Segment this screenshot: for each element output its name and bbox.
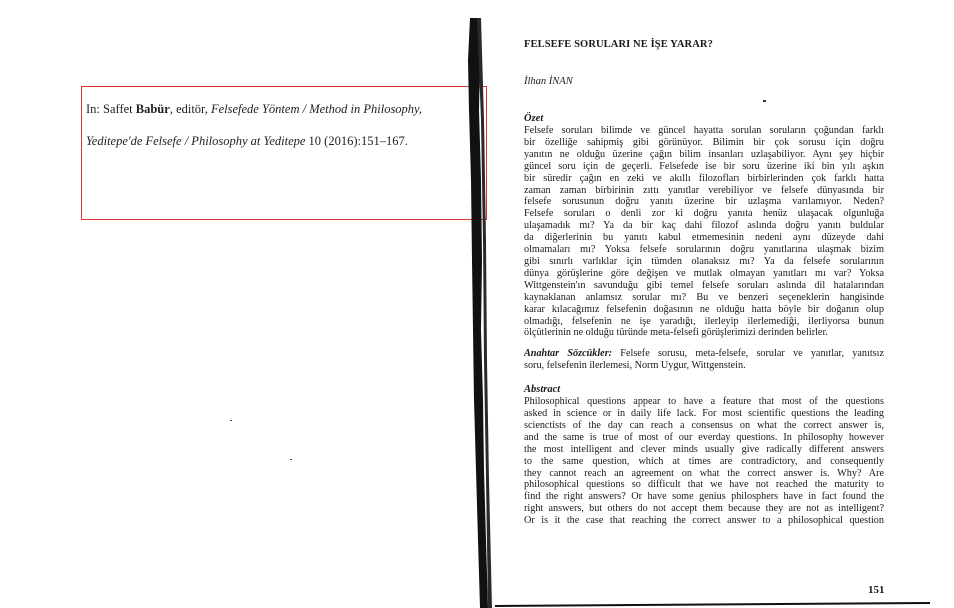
ozet-line: yanıtın ne olduğu üzerine çağın bilim insanları uzlaşabiliyor. Aynı şey hiçbir [524, 148, 884, 160]
ozet-line: dünya görüşlerine göre değişen ve mutlak olmayan yanıtları mı var? Yoksa [524, 267, 884, 279]
abstract-heading: Abstract [524, 384, 561, 396]
citation-prefix: In: Saffet [86, 102, 136, 116]
ozet-line: Felsefe soruları o denli zor ki doğru yanıta henüz ulaşacak olgunluğa [524, 208, 884, 220]
ozet-line: olmamaları mı? Yoksa felsefe sorularının doğru yanıtlarına ulaşmak bizim [524, 244, 884, 256]
ozet-line: karar kılacağımız felsefenin doğasının ne olduğu hatta böyle bir doğanın olup [524, 303, 884, 315]
article-page [524, 38, 884, 527]
ozet-line: felsefe sorusunun doğru yanıtı üzerine bir uzlaşma varılamıyor. Neden? [524, 196, 884, 208]
abstract-line: Or is it the case that reaching the correct answer to a philosophical question [524, 515, 884, 527]
citation-series-title: Yeditepe'de Felsefe / Philosophy at Yeditepe [86, 134, 306, 148]
abstract-line: scienctists of the day can reach a consensus on what the correct answer is, [524, 419, 884, 431]
ozet-heading: Özet [524, 113, 544, 124]
ozet-line: zaman zaman birbirinin zıttı yanıtlar verebiliyor ve felsefe dünyasında bir [524, 184, 884, 196]
ozet-line: Wittgenstein'ın savunduğu gibi temel felsefe soruları aslında dil hatalarından [524, 279, 884, 291]
abstract-line: find the right answers? Or have some genius philosphers have in fact found the [524, 491, 884, 503]
keywords-line-2: soru, felsefenin ilerlemesi, Norm Uygur, Wittgenstein. [524, 360, 746, 372]
scan-speck [290, 459, 292, 460]
abstract-line: to the same question, which at times are contradictory, and consequently [524, 455, 884, 467]
keywords-block [524, 348, 884, 372]
citation-editor-role: , editör, [169, 102, 211, 116]
abstract-line: asked in science or in daily life lack. For most scientific questions the leading [524, 408, 884, 420]
abstract-line: right answers, but others do not accept them because they are not as intelligent? [524, 503, 884, 515]
citation-editor-name: Babür [135, 102, 170, 116]
ozet-line: olmadığı, felsefenin ne işe yaradığı, ilerleyip ilerlemediği, ilerliyorsa bunun [524, 315, 884, 327]
ozet-line: kaynaklanan anlamsız sorular mı? Bu ve benzeri seçeneklerin hangisinde [524, 291, 884, 303]
abstract-line: Philosophical questions appear to have a feature that most of the questions [524, 396, 884, 408]
page-bottom-edge [495, 603, 930, 606]
abstract-line: and the same is true of most of our everday questions. In philosophy however [524, 431, 884, 443]
ozet-body [524, 125, 884, 339]
page-number: 151 [868, 584, 885, 596]
ozet-line: ulaşamadık mı? Ya da bir kaç dahi filozof aslında doğru yanıtı buldular [524, 220, 884, 232]
ozet-line: bir süredir çağın en zeki ve akıllı filozofları birbirlerinden çok farklı hatta [524, 172, 884, 184]
ozet-line: güncel soru için de geçerli. Felsefede ise bir soru üzerine iki bin yılı aşkın [524, 160, 884, 172]
abstract-body [524, 396, 884, 527]
citation-line-2 [86, 133, 482, 149]
abstract-line: they cannot reach an agreement on what the correct answer is. Why? Are [524, 467, 884, 479]
citation-book-title: Felsefede Yöntem / Method in Philosophy, [210, 102, 423, 116]
article-title: FELSEFE SORULARI NE İŞE YARAR? [524, 39, 713, 50]
scan-speck [230, 420, 232, 421]
abstract-line: the most intelligent and clever minds usually give radically different answers [524, 443, 884, 455]
scan-speck [763, 100, 766, 102]
citation-line-1 [86, 101, 482, 117]
ozet-line: gibi sınırlı varlıklar için tümden olanaksız mı? Ya da felsefe sorularının [524, 255, 884, 267]
ozet-line: ölçütlerinin ne olduğu türünde meta-felsefi görüşlerimizi derinden belirler. [524, 327, 828, 339]
ozet-line: Felsefe soruları bilimde ve güncel hayatta sorulan soruların çoğundan farklı [524, 125, 884, 136]
keywords-line-1: Felsefe sorusu, meta-felsefe, sorular ve yanıtlar, yanıtsız [612, 348, 884, 360]
keywords-heading: Anahtar Sözcükler: [524, 348, 613, 360]
ozet-line: da diğerlerinin bu yanıtı kabul etmemesinin nedeni aynı düzeyde dahi [524, 232, 884, 244]
citation-box [81, 86, 487, 220]
article-author: İlhan İNAN [524, 76, 573, 87]
citation-volume-pages: 10 (2016):151–167. [305, 134, 408, 148]
ozet-line: bir özelliğe sahipmiş gibi görünüyor. Bilimin bir çok sorusu için doğru [524, 136, 884, 148]
abstract-line: philosophical questions so difficult that we have not reached the maturity to [524, 479, 884, 491]
